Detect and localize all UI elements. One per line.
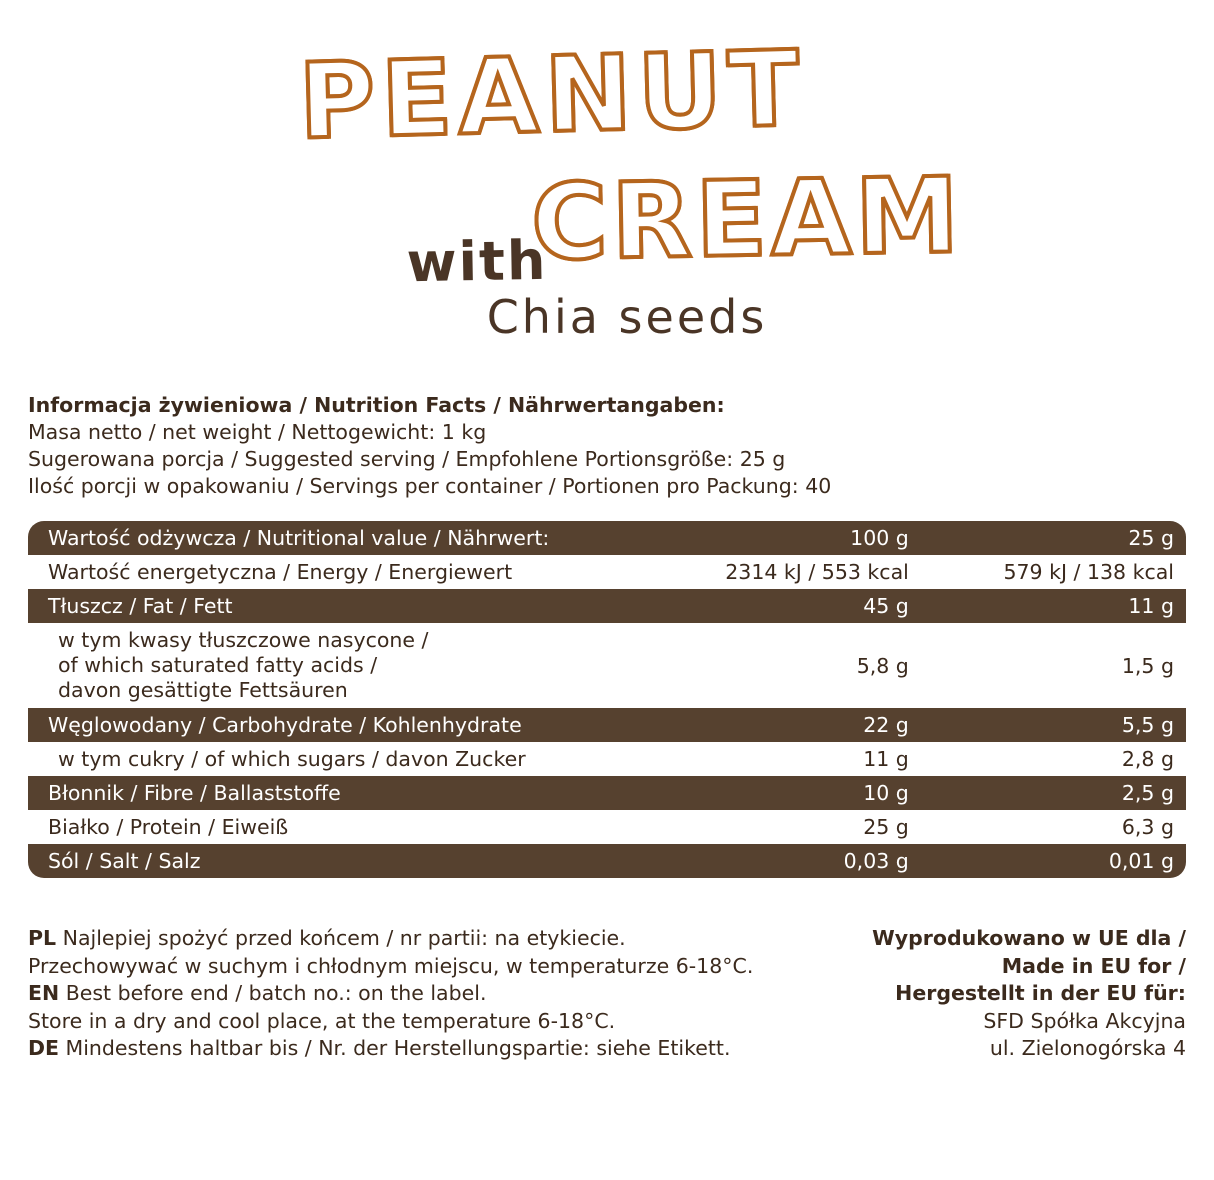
language-tag-en: EN xyxy=(28,981,60,1005)
row-value-25g-energy: 579 kJ / 138 kcal xyxy=(921,555,1186,589)
row-value-100g-sugars: 11 g xyxy=(654,742,921,776)
table-row xyxy=(28,810,1186,844)
language-tag-pl: PL xyxy=(28,926,57,950)
row-value-100g-salt: 0,03 g xyxy=(654,844,921,878)
row-label-energy: Wartość energetyczna / Energy / Energiewert xyxy=(28,555,654,589)
table-row xyxy=(28,589,1186,623)
storage-line-pl-1 xyxy=(28,925,788,953)
row-value-25g-fibre: 2,5 g xyxy=(921,776,1186,810)
storage-line-en-1 xyxy=(28,980,788,1008)
manufacturer-line-pl: Wyprodukowano w UE dla / xyxy=(872,926,1186,950)
servings-per-container-line: Ilość porcji w opakowaniu / Servings per container / Portionen pro Packung: 40 xyxy=(28,474,832,498)
manufacturer-info xyxy=(826,925,1186,1063)
table-row xyxy=(28,623,1186,708)
storage-line-pl-2: Przechowywać w suchym i chłodnym miejscu, w temperaturze 6-18°C. xyxy=(28,953,754,978)
table-row xyxy=(28,708,1186,742)
row-value-25g-salt: 0,01 g xyxy=(921,844,1186,878)
storage-line-en-2: Store in a dry and cool place, at the temperature 6-18°C. xyxy=(28,1008,616,1033)
storage-text-en-1: Best before end / batch no.: on the label. xyxy=(59,981,487,1005)
table-row xyxy=(28,844,1186,878)
row-label-carbohydrate: Węglowodany / Carbohydrate / Kohlenhydrate xyxy=(28,708,654,742)
row-value-25g-sugars: 2,8 g xyxy=(921,742,1186,776)
row-label-sugars: w tym cukry / of which sugars / davon Zucker xyxy=(28,742,654,776)
row-value-25g-fat: 11 g xyxy=(921,589,1186,623)
storage-line-de-1 xyxy=(28,1035,788,1063)
nutrition-facts-heading: Informacja żywieniowa / Nutrition Facts / Nährwertangaben: xyxy=(28,393,725,417)
row-value-25g-saturated-fat: 1,5 g xyxy=(921,623,1186,708)
row-value-100g-fat: 45 g xyxy=(654,589,921,623)
row-value-25g-carbohydrate: 5,5 g xyxy=(921,708,1186,742)
language-tag-de: DE xyxy=(28,1036,60,1060)
table-header-row xyxy=(28,521,1186,555)
row-label-protein: Białko / Protein / Eiweiß xyxy=(28,810,654,844)
nutrition-table xyxy=(28,521,1186,878)
net-weight-line: Masa netto / net weight / Nettogewicht: 1 kg xyxy=(28,420,487,444)
manufacturer-line-en: Made in EU for / xyxy=(1001,953,1186,978)
suggested-serving-line: Sugerowana porcja / Suggested serving / Empfohlene Portionsgröße: 25 g xyxy=(28,447,786,471)
row-value-100g-carbohydrate: 22 g xyxy=(654,708,921,742)
nutrition-table-wrapper xyxy=(28,521,1186,878)
table-header-col-25g: 25 g xyxy=(921,521,1186,555)
row-label-saturated-fat: w tym kwasy tłuszczowe nasycone / of which saturated fatty acids / davon gesättigte Fettsäuren xyxy=(28,623,654,708)
row-value-100g-energy: 2314 kJ / 553 kcal xyxy=(654,555,921,589)
table-header-col-100g: 100 g xyxy=(654,521,921,555)
row-value-100g-fibre: 10 g xyxy=(654,776,921,810)
manufacturer-line-de: Hergestellt in der EU für: xyxy=(895,981,1186,1005)
storage-instructions xyxy=(28,925,788,1063)
storage-text-de-1: Mindestens haltbar bis / Nr. der Herstellungspartie: siehe Etikett. xyxy=(59,1036,731,1060)
row-label-fat: Tłuszcz / Fat / Fett xyxy=(28,589,654,623)
title-word-cream: CREAM xyxy=(530,154,964,284)
row-value-100g-protein: 25 g xyxy=(654,810,921,844)
row-label-fibre: Błonnik / Fibre / Ballaststoffe xyxy=(28,776,654,810)
table-row xyxy=(28,776,1186,810)
row-value-100g-saturated-fat: 5,8 g xyxy=(654,623,921,708)
manufacturer-street: ul. Zielonogórska 4 xyxy=(989,1036,1186,1060)
table-row xyxy=(28,742,1186,776)
nutrition-intro xyxy=(28,392,1188,500)
table-header-label: Wartość odżywcza / Nutritional value / Nährwert: xyxy=(28,521,654,555)
manufacturer-company-name: SFD Spółka Akcyjna xyxy=(983,1008,1186,1033)
title-word-peanut: PEANUT xyxy=(297,27,807,163)
row-value-25g-protein: 6,3 g xyxy=(921,810,1186,844)
row-label-salt: Sól / Salt / Salz xyxy=(28,844,654,878)
product-title-block xyxy=(0,18,1214,344)
table-row xyxy=(28,555,1186,589)
title-word-chia-seeds: Chia seeds xyxy=(486,290,768,344)
storage-text-pl-1: Najlepiej spożyć przed końcem / nr partii: na etykiecie. xyxy=(56,926,626,950)
title-word-with: with xyxy=(406,228,548,295)
